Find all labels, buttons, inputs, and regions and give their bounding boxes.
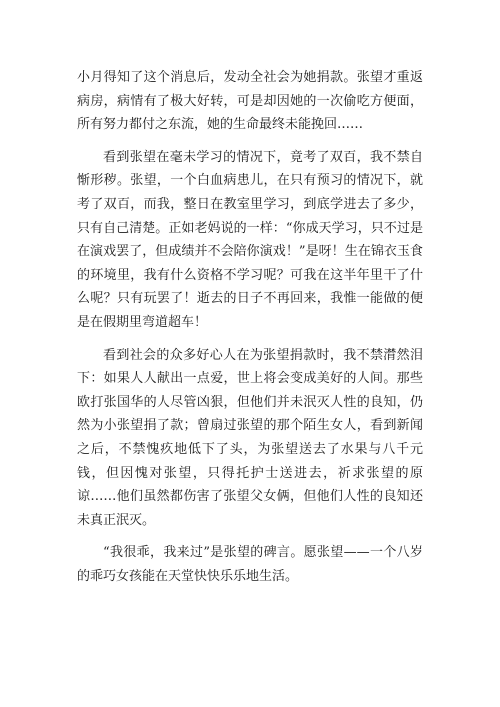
paragraph-4: “我很乖，我来过”是张望的碑言。愿张望——一个八岁的乖巧女孩能在天堂快快乐乐地生活。: [77, 545, 423, 584]
paragraph-1: 小月得知了这个消息后，发动全社会为她捐款。张望才重返病房，病情有了极大好转，可是却因她的一次偷吃方便面，所有努力都付之东流，她的生命最终未能挽回……: [77, 70, 423, 133]
paragraph-3: 看到社会的众多好心人在为张望捐款时，我不禁潸然泪下：如果人人献出一点爱，世上将会变成美好的人间。那些欧打张国华的人尽管凶狠，但他们并未泯灭人性的良知，仍然为小张望捐了款；曾扇过张望的那个陌生女人，看到新闻之后，不禁愧疚地低下了头，为张望送去了水果与八千元钱，但因愧对张望，只得托护士送进去，祈求张望的原谅……他们虽然都伤害了张望父女俩，但他们人性的良知还未真正泯灭。: [77, 347, 423, 528]
document-body: [77, 66, 423, 597]
paragraph-2: 看到张望在毫未学习的情况下，竟考了双百，我不禁自惭形秽。张望，一个白血病患儿，在只有预习的情况下，就考了双百，而我，整日在教室里学习，到底学进去了多少，只有自己清楚。正如老妈说的一样：“你成天学习，只不过是在演戏罢了，但成绩并不会陪你演戏！”是呀！生在锦衣玉食的环境里，我有什么资格不学习呢？可我在这半年里干了什么呢？只有玩罢了！逝去的日子不再回来，我惟一能做的便是在假期里弯道超车！: [77, 149, 423, 330]
